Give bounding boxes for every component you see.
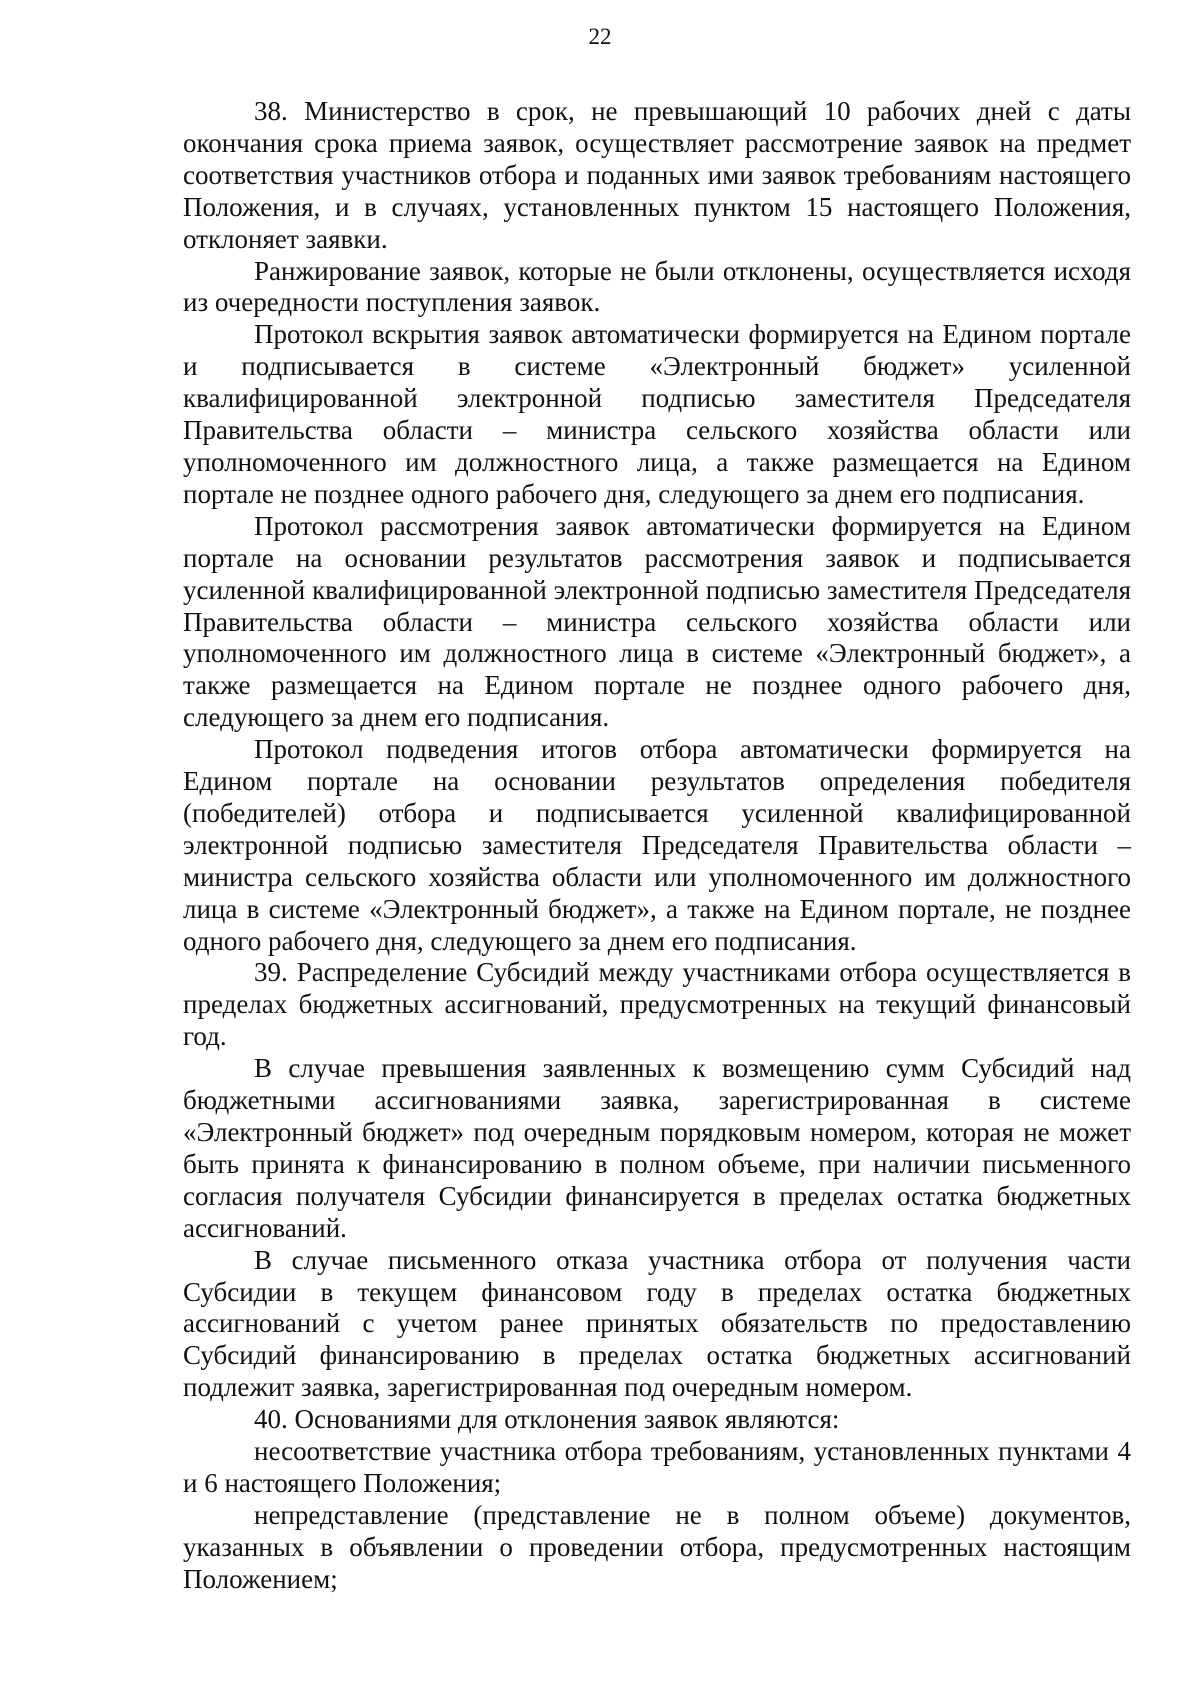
paragraph-ground-nonconformity: несоответствие участника отбора требованиям, установленных пунктами 4 и 6 настоящего Положения; <box>183 1436 1131 1498</box>
paragraph-results-protocol: Протокол подведения итогов отбора автоматически формируется на Едином портале на основании результатов определения победителя (победителей) отбора и подписывается усиленной квалифицированной электронной подписью заместителя Председателя Правительства области – министра сельского хозяйства области или уполномоченного им должностного лица в системе «Электронный бюджет», а также на Едином портале, не позднее одного рабочего дня, следующего за днем его подписания. <box>183 734 1131 956</box>
paragraph-40-grounds: 40. Основаниями для отклонения заявок являются: <box>254 1404 840 1435</box>
paragraph-39-distribution: 39. Распределение Субсидий между участниками отбора осуществляется в пределах бюджетных ассигнований, предусмотренных на текущий финансовый год. <box>183 957 1131 1052</box>
paragraph-review-protocol: Протокол рассмотрения заявок автоматически формируется на Едином портале на основании результатов рассмотрения заявок и подписывается усиленной квалифицированной электронной подписью заместителя Председателя Правительства области – министра сельского хозяйства области или уполномоченного им должностного лица в системе «Электронный бюджет», а также размещается на Едином портале не позднее одного рабочего дня, следующего за днем его подписания. <box>183 510 1131 733</box>
paragraph-opening-protocol: Протокол вскрытия заявок автоматически формируется на Едином портале и подписывается в системе «Электронный бюджет» усиленной квалифицированной электронной подписью заместителя Председателя Правительства области – министра сельского хозяйства области или уполномоченного им должностного лица, а также размещается на Едином портале не позднее одного рабочего дня, следующего за днем его подписания. <box>183 319 1131 509</box>
document-body <box>183 96 1131 1596</box>
paragraph-ground-documents: непредставление (представление не в полном объеме) документов, указанных в объявлении о проведении отбора, предусмотренных настоящим Положением; <box>183 1499 1131 1594</box>
paragraph-38-review: 38. Министерство в срок, не превышающий 10 рабочих дней с даты окончания срока приема заявок, осуществляет рассмотрение заявок на предмет соответствия участников отбора и поданных ими заявок требованиям настоящего Положения, и в случаях, установленных пунктом 15 настоящего Положения, отклоняет заявки. <box>183 96 1131 254</box>
paragraph-ranking: Ранжирование заявок, которые не были отклонены, осуществляется исходя из очередности поступления заявок. <box>183 255 1131 318</box>
paragraph-excess-claims: В случае превышения заявленных к возмещению сумм Субсидий над бюджетными ассигнованиями заявка, зарегистрированная в системе «Электронный бюджет» под очередным порядковым номером, которая не может быть принята к финансированию в полном объеме, при наличии письменного согласия получателя Субсидии финансируется в пределах остатка бюджетных ассигнований. <box>183 1053 1131 1243</box>
paragraph-refusal: В случае письменного отказа участника отбора от получения части Субсидии в текущем финансовом году в пределах остатка бюджетных ассигнований с учетом ранее принятых обязательств по предоставлению Субсидий финансированию в пределах остатка бюджетных ассигнований подлежит заявка, зарегистрированная под очередным номером. <box>183 1244 1131 1403</box>
page-number: 22 <box>588 24 612 49</box>
